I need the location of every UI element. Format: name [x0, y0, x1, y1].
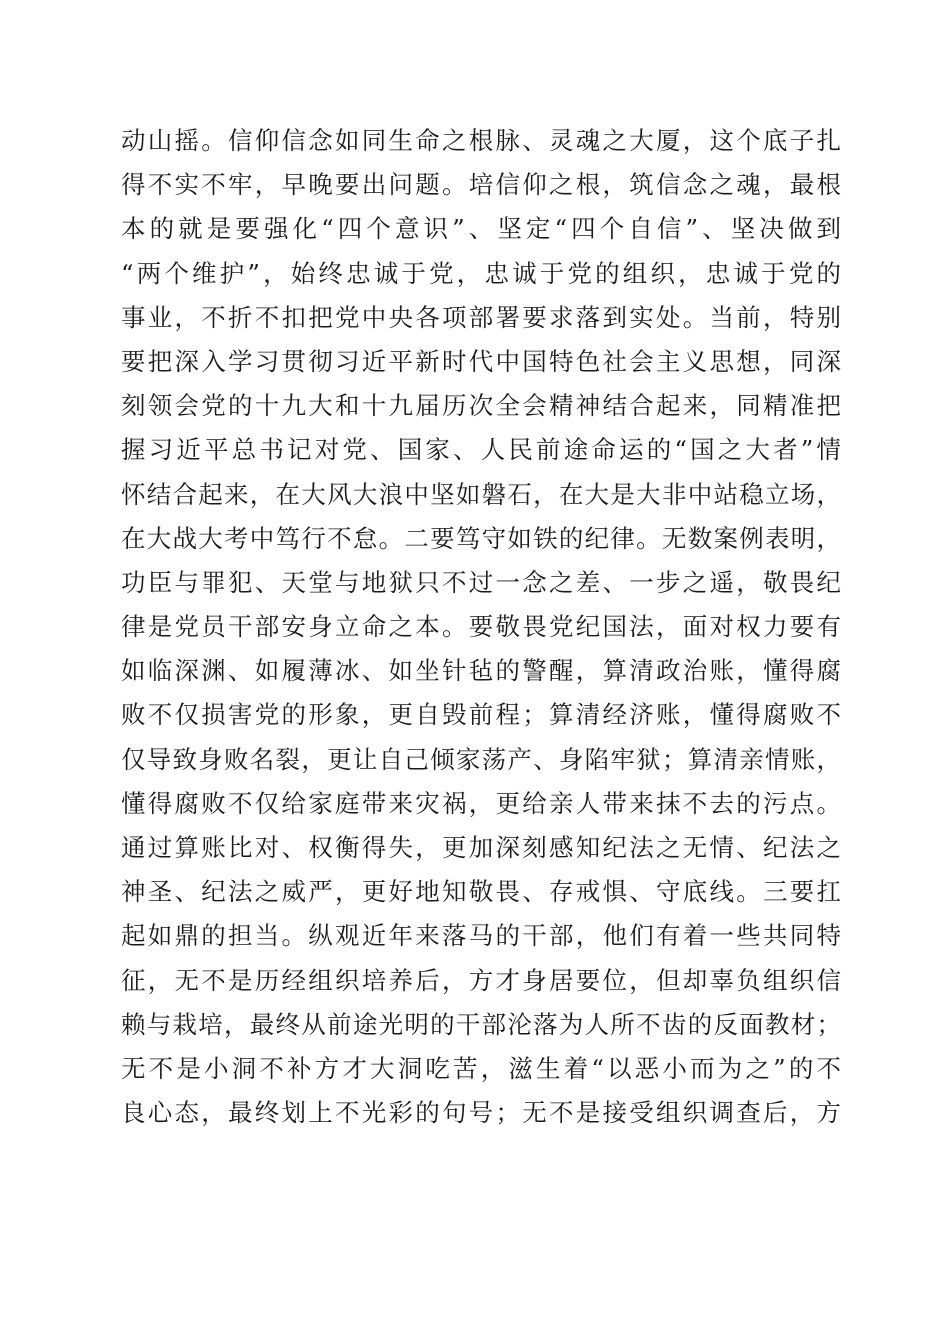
text-line-11: 功臣与罪犯、天堂与地狱只不过一念之差、一步之遥，敬畏纪	[121, 567, 841, 597]
text-line-1: 动山摇。信仰信念如同生命之根脉、灵魂之大厦，这个底子扎	[121, 126, 841, 155]
text-line-14: 败不仅损害党的形象，更自毁前程；算清经济账，懂得腐败不	[121, 700, 841, 730]
text-line-8: 握习近平总书记对党、国家、人民前途命运的“国之大者”情	[121, 435, 841, 465]
text-line-13: 如临深渊、如履薄冰、如坐针毡的警醒，算清政治账，懂得腐	[121, 656, 841, 686]
text-line-19: 起如鼎的担当。纵观近年来落马的干部，他们有着一些共同特	[121, 921, 841, 951]
text-line-2: 得不实不牢，早晚要出问题。培信仰之根，筑信念之魂，最根	[121, 170, 841, 200]
text-line-17: 通过算账比对、权衡得失，更加深刻感知纪法之无情、纪法之	[121, 833, 841, 862]
text-line-6: 要把深入学习贯彻习近平新时代中国特色社会主义思想，同深	[121, 346, 841, 376]
text-line-23: 良心态，最终划上不光彩的句号；无不是接受组织调查后，方	[121, 1098, 841, 1128]
text-line-9: 怀结合起来，在大风大浪中坚如磐石，在大是大非中站稳立场，	[121, 479, 841, 509]
text-line-22: 无不是小洞不补方才大洞吃苦，滋生着“以恶小而为之”的不	[121, 1053, 841, 1083]
body-text	[121, 119, 841, 1135]
text-line-20: 征，无不是历经组织培养后，方才身居要位，但却辜负组织信	[121, 965, 841, 995]
text-line-3: 本的就是要强化“四个意识”、坚定“四个自信”、坚决做到	[121, 214, 841, 244]
text-line-7: 刻领会党的十九大和十九届历次全会精神结合起来，同精准把	[121, 391, 841, 421]
text-line-4: “两个维护”，始终忠诚于党，忠诚于党的组织，忠诚于党的	[121, 258, 841, 288]
text-line-15: 仅导致身败名裂，更让自己倾家荡产、身陷牢狱；算清亲情账，	[121, 744, 841, 774]
text-line-5: 事业，不折不扣把党中央各项部署要求落到实处。当前，特别	[121, 302, 841, 332]
text-line-18: 神圣、纪法之威严，更好地知敬畏、存戒惧、守底线。三要扛	[121, 877, 841, 907]
text-line-16: 懂得腐败不仅给家庭带来灾祸，更给亲人带来抹不去的污点。	[121, 788, 841, 818]
text-line-12: 律是党员干部安身立命之本。要敬畏党纪国法，面对权力要有	[121, 612, 841, 642]
text-line-10: 在大战大考中笃行不怠。二要笃守如铁的纪律。无数案例表明，	[121, 523, 841, 553]
text-line-21: 赖与栽培，最终从前途光明的干部沦落为人所不齿的反面教材；	[121, 1009, 841, 1039]
